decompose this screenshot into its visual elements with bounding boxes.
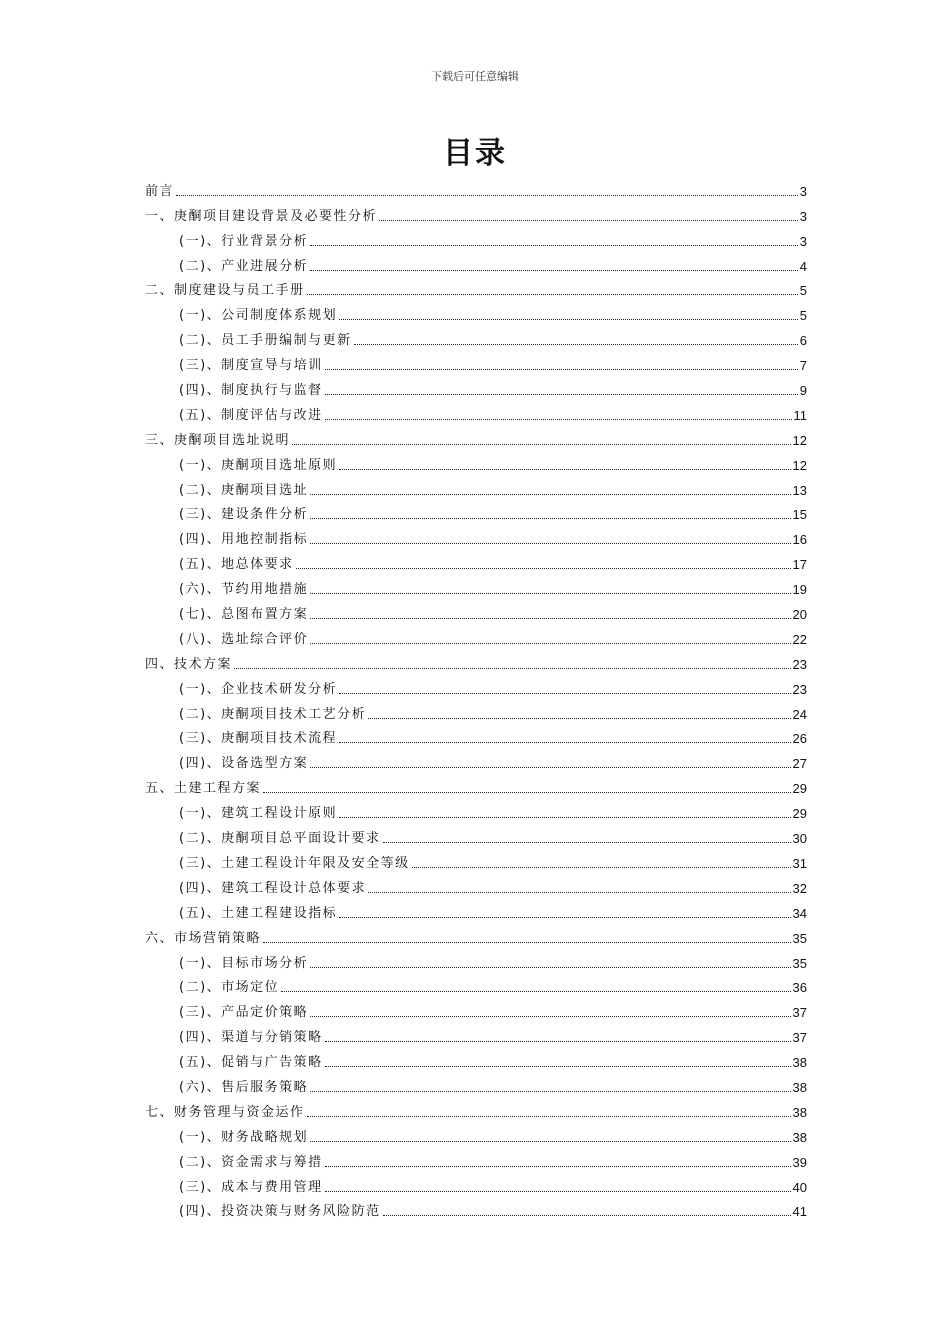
toc-entry-page-number: 26 [792,731,807,747]
toc-dot-leader [310,517,790,519]
toc-entry-page-number: 3 [799,233,807,249]
toc-entry-label: 七、财务管理与资金运作 [145,1104,305,1120]
toc-section-entry[interactable] [145,1071,807,1096]
toc-entry-label: (三)、庚酮项目技术流程 [179,731,338,747]
toc-chapter-entry[interactable] [145,424,807,449]
toc-entry-page-number: 3 [799,183,807,199]
toc-entry-label: (四)、建筑工程设计总体要求 [179,880,367,896]
toc-entry-page-number: 27 [792,756,807,772]
toc-entry-page-number: 34 [792,905,807,921]
toc-section-entry[interactable] [145,996,807,1021]
toc-entry-label: (五)、制度评估与改进 [179,407,323,423]
toc-entry-page-number: 38 [792,1079,807,1095]
toc-dot-leader [310,542,790,544]
toc-title: 目录 [443,136,507,171]
toc-entry-label: (二)、资金需求与筹措 [179,1154,323,1170]
toc-entry-page-number: 38 [792,1129,807,1145]
toc-entry-page-number: 29 [792,781,807,797]
toc-entry-label: (三)、制度宣导与培训 [179,358,323,374]
toc-section-entry[interactable] [145,573,807,598]
toc-entry-page-number: 13 [792,482,807,498]
toc-entry-page-number: 19 [792,582,807,598]
toc-entry-label: (三)、土建工程设计年限及安全等级 [179,855,410,871]
toc-dot-leader [310,244,798,246]
toc-dot-leader [292,443,791,445]
toc-dot-leader [383,1214,791,1216]
toc-entry-label: (六)、节约用地措施 [179,582,309,598]
toc-entry-page-number: 22 [792,631,807,647]
toc-entry-label: (三)、建设条件分析 [179,507,309,523]
toc-entry-label: 三、庚酮项目选址说明 [145,432,291,448]
toc-section-entry[interactable] [145,1171,807,1196]
toc-entry-label: (五)、促销与广告策略 [179,1055,323,1071]
toc-dot-leader [339,816,790,818]
toc-section-entry[interactable] [145,972,807,997]
toc-entry-page-number: 20 [792,607,807,623]
toc-section-entry[interactable] [145,523,807,548]
toc-dot-leader [325,1165,791,1167]
toc-entry-page-number: 39 [792,1154,807,1170]
toc-entry-label: (五)、土建工程建设指标 [179,905,338,921]
toc-entry-label: (二)、产业进展分析 [179,258,309,274]
toc-dot-leader [339,916,790,918]
toc-entry-label: (一)、企业技术研发分析 [179,681,338,697]
toc-entry-label: (三)、产品定价策略 [179,1005,309,1021]
toc-dot-leader [339,692,790,694]
toc-dot-leader [176,194,798,196]
toc-entry-label: (四)、用地控制指标 [179,532,309,548]
toc-entry-page-number: 31 [792,855,807,871]
toc-entry-page-number: 30 [792,831,807,847]
toc-entry-page-number: 40 [792,1179,807,1195]
toc-entry-label: (二)、庚酮项目技术工艺分析 [179,706,367,722]
toc-entry-label: (一)、目标市场分析 [179,955,309,971]
toc-chapter-entry[interactable] [145,1096,807,1121]
toc-entry-label: (八)、选址综合评价 [179,631,309,647]
toc-entry-label: (五)、地总体要求 [179,557,294,573]
toc-section-entry[interactable] [145,225,807,250]
toc-dot-leader [310,269,798,271]
toc-dot-leader [354,343,798,345]
toc-entry-label: 六、市场营销策略 [145,930,262,946]
toc-section-entry[interactable] [145,947,807,972]
toc-dot-leader [325,418,792,420]
toc-section-entry[interactable] [145,499,807,524]
toc-dot-leader [368,717,790,719]
toc-section-entry[interactable] [145,449,807,474]
toc-entry-label: (二)、员工手册编制与更新 [179,333,352,349]
toc-entry-page-number: 38 [792,1055,807,1071]
toc-entry-label: (四)、制度执行与监督 [179,383,323,399]
toc-section-entry[interactable] [145,1121,807,1146]
toc-entry-page-number: 6 [799,333,807,349]
toc-dot-leader [310,642,790,644]
toc-dot-leader [310,617,790,619]
toc-entry-label: (四)、渠道与分销策略 [179,1030,323,1046]
toc-dot-leader [412,866,791,868]
toc-entry-label: (二)、庚酮项目选址 [179,482,309,498]
toc-entry-page-number: 11 [793,407,807,423]
toc-entry-label: (三)、成本与费用管理 [179,1179,323,1195]
toc-section-entry[interactable] [145,1021,807,1046]
toc-entry-page-number: 3 [799,208,807,224]
toc-chapter-entry[interactable] [145,175,807,200]
toc-entry-page-number: 5 [799,283,807,299]
toc-entry-page-number: 35 [792,955,807,971]
toc-entry-page-number: 32 [792,880,807,896]
toc-section-entry[interactable] [145,872,807,897]
toc-section-entry[interactable] [145,1046,807,1071]
toc-entry-label: (一)、行业背景分析 [179,233,309,249]
toc-section-entry[interactable] [145,548,807,573]
toc-section-entry[interactable] [145,847,807,872]
toc-dot-leader [310,966,790,968]
toc-entry-label: (一)、庚酮项目选址原则 [179,457,338,473]
toc-dot-leader [325,393,798,395]
toc-section-entry[interactable] [145,1146,807,1171]
toc-entry-page-number: 23 [792,656,807,672]
toc-dot-leader [339,741,790,743]
toc-section-entry[interactable] [145,299,807,324]
toc-entry-label: (一)、财务战略规划 [179,1129,309,1145]
toc-dot-leader [310,1015,790,1017]
header-note: 下载后可任意编辑 [431,70,519,83]
toc-entry-page-number: 38 [792,1104,807,1120]
toc-chapter-entry[interactable] [145,648,807,673]
toc-entry-label: (二)、庚酮项目总平面设计要求 [179,831,381,847]
toc-section-entry[interactable] [145,897,807,922]
toc-section-entry[interactable] [145,374,807,399]
toc-entry-label: (六)、售后服务策略 [179,1079,309,1095]
toc-section-entry[interactable] [145,474,807,499]
toc-section-entry[interactable] [145,723,807,748]
toc-dot-leader [263,941,791,943]
toc-section-entry[interactable] [145,399,807,424]
toc-dot-leader [310,592,790,594]
toc-dot-leader [307,1115,791,1117]
toc-entry-page-number: 16 [792,532,807,548]
toc-entry-label: 五、土建工程方案 [145,781,262,797]
toc-entry-page-number: 37 [792,1030,807,1046]
toc-entry-page-number: 37 [792,1005,807,1021]
toc-dot-leader [379,219,798,221]
toc-entry-label: (七)、总图布置方案 [179,607,309,623]
toc-chapter-entry[interactable] [145,772,807,797]
toc-entry-label: (二)、市场定位 [179,980,280,996]
toc-section-entry[interactable] [145,673,807,698]
toc-entry-label: 四、技术方案 [145,656,233,672]
toc-dot-leader [296,567,791,569]
toc-dot-leader [325,1040,791,1042]
toc-section-entry[interactable] [145,250,807,275]
toc-entry-page-number: 24 [792,706,807,722]
toc-dot-leader [281,990,790,992]
toc-dot-leader [310,493,790,495]
toc-dot-leader [325,368,798,370]
toc-entry-page-number: 12 [792,432,807,448]
toc-dot-leader [310,766,790,768]
toc-dot-leader [383,841,791,843]
table-of-contents [145,175,807,1220]
toc-dot-leader [234,667,791,669]
toc-entry-label: (四)、设备选型方案 [179,756,309,772]
toc-entry-page-number: 41 [792,1204,807,1220]
toc-entry-page-number: 35 [792,930,807,946]
toc-chapter-entry[interactable] [145,200,807,225]
toc-dot-leader [339,318,798,320]
toc-entry-page-number: 36 [792,980,807,996]
toc-section-entry[interactable] [145,349,807,374]
toc-dot-leader [325,1065,791,1067]
toc-entry-page-number: 9 [799,383,807,399]
toc-dot-leader [263,791,791,793]
toc-section-entry[interactable] [145,822,807,847]
toc-section-entry[interactable] [145,1196,807,1221]
toc-entry-page-number: 4 [799,258,807,274]
toc-chapter-entry[interactable] [145,275,807,300]
toc-section-entry[interactable] [145,797,807,822]
toc-dot-leader [368,891,790,893]
toc-entry-page-number: 15 [792,507,807,523]
toc-chapter-entry[interactable] [145,922,807,947]
toc-entry-page-number: 5 [799,308,807,324]
toc-entry-label: 二、制度建设与员工手册 [145,283,305,299]
toc-entry-label: 一、庚酮项目建设背景及必要性分析 [145,208,378,224]
toc-dot-leader [310,1090,790,1092]
toc-entry-label: (一)、建筑工程设计原则 [179,806,338,822]
toc-dot-leader [339,468,790,470]
toc-dot-leader [307,293,798,295]
toc-dot-leader [310,1140,790,1142]
toc-entry-page-number: 29 [792,806,807,822]
toc-dot-leader [325,1190,791,1192]
toc-entry-page-number: 7 [799,358,807,374]
toc-entry-label: (一)、公司制度体系规划 [179,308,338,324]
toc-entry-page-number: 12 [792,457,807,473]
toc-section-entry[interactable] [145,598,807,623]
toc-entry-label: 前言 [145,183,175,199]
toc-section-entry[interactable] [145,623,807,648]
toc-entry-page-number: 23 [792,681,807,697]
toc-section-entry[interactable] [145,324,807,349]
toc-section-entry[interactable] [145,698,807,723]
toc-entry-page-number: 17 [792,557,807,573]
toc-section-entry[interactable] [145,747,807,772]
toc-entry-label: (四)、投资决策与财务风险防范 [179,1204,381,1220]
